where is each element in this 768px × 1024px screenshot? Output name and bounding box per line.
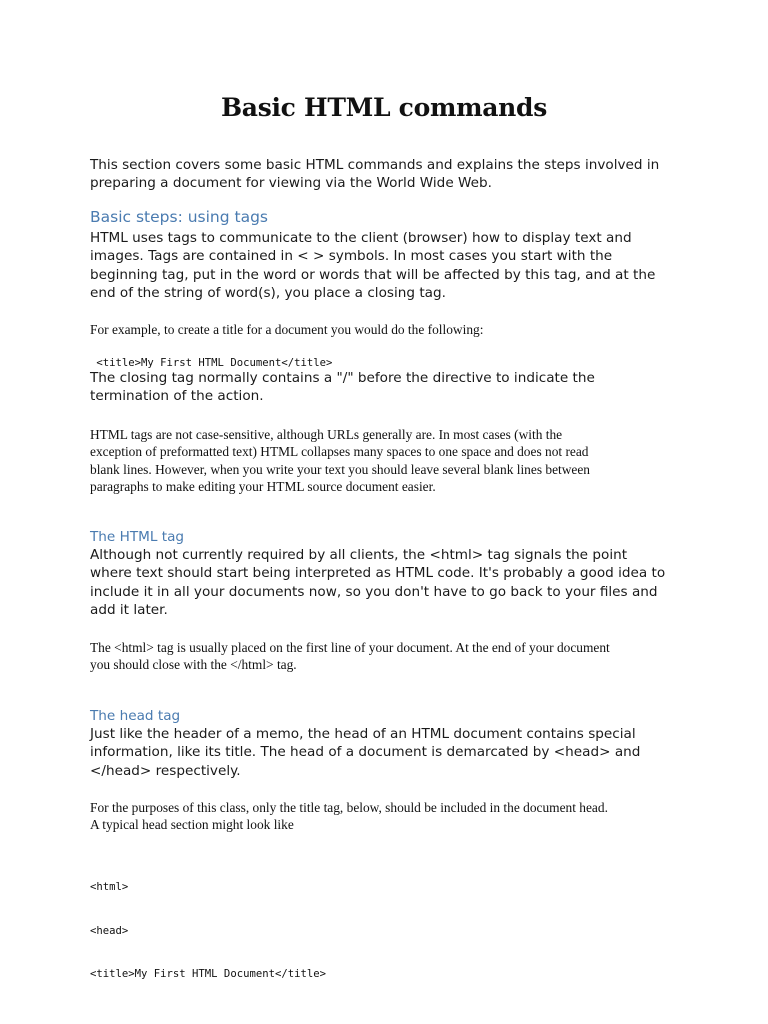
- text-line: Just like the header of a memo, the head of an HTML document contains special: [90, 726, 636, 742]
- text-line: preparing a document for viewing via the World Wide Web.: [90, 175, 492, 192]
- code-line: <title>My First HTML Document</title>: [90, 968, 326, 980]
- example-intro: For example, to create a title for a document you would do the following:: [90, 322, 484, 337]
- code-line: <head>: [90, 924, 129, 937]
- text-line: Although not currently required by all clients, the <html> tag signals the point: [90, 547, 628, 563]
- text-line: </head> respectively.: [90, 762, 241, 779]
- text-line: paragraphs to make editing your HTML source document easier.: [90, 478, 436, 494]
- head-tag-paragraph: [90, 725, 690, 780]
- code-line: <html>: [90, 881, 129, 893]
- page-title: Basic HTML commands: [220, 93, 548, 122]
- text-line: add it later.: [90, 601, 168, 618]
- text-line: images. Tags are contained in < > symbols. In most cases you start with the: [90, 248, 613, 265]
- section-heading-basic-steps: Basic steps: using tags: [90, 208, 269, 226]
- text-line: HTML uses tags to communicate to the client (browser) how to display text and: [90, 230, 632, 246]
- text-line: blank lines. However, when you write your text you should leave several blank lines between: [90, 461, 590, 477]
- text-line: This section covers some basic HTML commands and explains the steps involved in: [90, 157, 660, 173]
- text-line: information, like its title. The head of a document is demarcated by <head> and: [90, 744, 641, 761]
- section-heading-head-tag: The head tag: [90, 708, 181, 724]
- text-line: exception of preformatted text) HTML collapses many spaces to one space and does not read: [90, 444, 589, 460]
- text-line: beginning tag, put in the word or words that will be affected by this tag, and at the: [90, 266, 656, 283]
- case-sensitivity-paragraph: [90, 426, 690, 495]
- code-title-example: <title>My First HTML Document</title>: [90, 357, 333, 369]
- closing-tag-paragraph: [90, 369, 690, 406]
- section-heading-html-tag: The HTML tag: [90, 529, 185, 545]
- head-section-paragraph: [90, 799, 690, 834]
- text-line: A typical head section might look like: [90, 817, 294, 833]
- text-line: The <html> tag is usually placed on the first line of your document. At the end of your document: [90, 640, 610, 655]
- html-tag-placement-paragraph: [90, 639, 690, 674]
- text-line: For the purposes of this class, only the title tag, below, should be included in the document head.: [90, 800, 608, 815]
- text-line: termination of the action.: [90, 388, 264, 405]
- html-tag-paragraph: [90, 546, 690, 619]
- text-line: include it in all your documents now, so you don't have to go back to your files and: [90, 583, 658, 600]
- code-head-example: [90, 851, 690, 1011]
- basic-steps-paragraph: [90, 229, 690, 302]
- text-line: where text should start being interpreted as HTML code. It's probably a good idea to: [90, 565, 666, 582]
- text-line: end of the string of word(s), you place a closing tag.: [90, 284, 446, 301]
- intro-paragraph: [90, 156, 690, 193]
- text-line: you should close with the </html> tag.: [90, 657, 297, 673]
- text-line: The closing tag normally contains a "/" before the directive to indicate the: [90, 370, 595, 386]
- text-line: HTML tags are not case-sensitive, although URLs generally are. In most cases (with the: [90, 427, 563, 442]
